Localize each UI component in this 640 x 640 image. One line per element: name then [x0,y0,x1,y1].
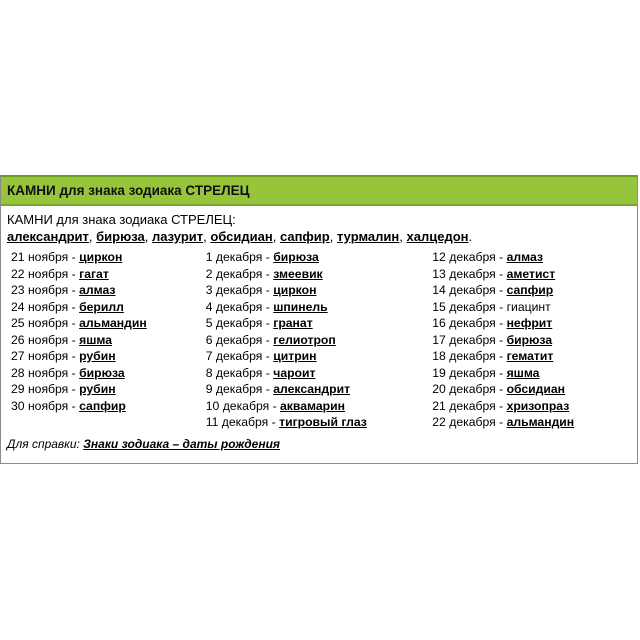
dash-separator: - [68,349,80,363]
date-stone-row [432,249,631,266]
stone-link[interactable]: берилл [79,299,124,314]
date-label: 8 декабря [205,365,263,380]
date-label: 16 декабря [432,316,496,330]
stone-link[interactable]: бирюза [273,250,319,264]
date-label: 10 декабря [205,398,270,413]
stone-link[interactable]: нефрит [506,316,553,330]
date-stone-row [432,414,631,431]
date-label: 9 декабря [205,382,263,396]
date-stone-row [432,398,631,415]
stone-link[interactable]: циркон [79,250,123,264]
date-stone-row [206,414,433,431]
stone-separator: , [272,229,280,244]
dash-separator: - [68,316,80,330]
date-stone-row [432,282,631,299]
dash-separator: - [269,398,281,413]
stone-link[interactable]: гематит [506,349,554,363]
dash-separator: - [262,250,274,264]
date-label: 19 декабря [432,365,496,380]
stone-link[interactable]: хризопраз [506,398,570,413]
date-label: 5 декабря [205,316,263,330]
date-label: 4 декабря [205,299,263,314]
dates-columns [11,249,631,431]
intro-text: КАМНИ для знака зодиака СТРЕЛЕЦ: [7,212,236,227]
panel-header [1,175,637,206]
zodiac-stones-panel [0,175,638,464]
date-stone-row [11,348,206,365]
date-stone-row [11,282,206,299]
date-stone-row [11,299,206,316]
date-label: 21 декабря [432,398,496,413]
date-stone-row [432,299,631,316]
stone-separator: , [88,229,97,244]
dash-separator: - [495,299,507,314]
stone-link[interactable]: гранат [273,316,313,330]
stone-link[interactable]: александрит [7,229,89,244]
column-december-late [432,249,631,431]
dash-separator: - [262,299,274,314]
dash-separator: - [495,266,507,281]
date-label: 11 декабря [205,415,269,429]
stone-link[interactable]: альмандин [79,316,147,330]
date-label: 12 декабря [432,250,496,264]
stone-link[interactable]: сапфир [79,398,126,413]
column-december-early [206,249,433,431]
dash-separator: - [495,332,507,347]
date-stone-row [11,332,206,349]
date-label: 23 ноября [11,283,69,297]
date-label: 30 ноября [11,398,69,413]
date-stone-row [432,332,631,349]
dash-separator: - [68,266,80,281]
page-title: КАМНИ для знака зодиака СТРЕЛЕЦ [7,183,250,198]
date-label: 26 ноября [11,332,69,347]
dash-separator: - [68,299,80,314]
date-label: 29 ноября [11,382,69,396]
column-november [11,249,206,431]
date-stone-row [432,348,631,365]
stone-link[interactable]: бирюза [79,365,125,380]
date-stone-row [11,249,206,266]
date-stone-row [11,266,206,283]
stone-link[interactable]: альмандин [506,415,575,429]
date-stone-row [206,282,433,299]
dash-separator: - [262,382,274,396]
date-stone-row [11,398,206,415]
dash-separator: - [495,283,507,297]
stone-link[interactable]: обсидиан [210,229,273,244]
dash-separator: - [495,349,507,363]
date-stone-row [11,381,206,398]
dash-separator: - [68,250,80,264]
stone-separator: , [399,229,407,244]
date-label: 14 декабря [432,283,496,297]
date-label: 21 ноября [11,250,69,264]
stone-link[interactable]: сапфир [279,229,330,244]
date-stone-row [432,315,631,332]
stone-link[interactable]: алмаз [79,283,116,297]
stone-separator: , [329,229,337,244]
dash-separator: - [495,365,507,380]
date-stone-row [206,315,433,332]
dash-separator: - [68,283,80,297]
date-stone-row [206,381,433,398]
stone-link[interactable]: яшма [506,365,540,380]
date-label: 25 ноября [11,316,69,330]
date-label: 3 декабря [205,283,263,297]
date-label: 17 декабря [432,332,496,347]
date-label: 24 ноября [11,299,69,314]
stone-link[interactable]: обсидиан [506,382,566,396]
date-stone-row [206,365,433,382]
stone-link[interactable]: гелиотроп [273,332,336,347]
dash-separator: - [68,398,80,413]
date-stone-row [206,249,433,266]
dash-separator: - [262,266,274,281]
date-stone-row [432,381,631,398]
date-label: 28 ноября [11,365,69,380]
stone-link[interactable]: тигровый глаз [279,415,367,429]
dash-separator: - [495,250,507,264]
date-label: 22 ноября [11,266,69,281]
dash-separator: - [268,415,280,429]
dash-separator: - [495,415,507,429]
stone-link[interactable]: аметист [506,266,556,281]
date-stone-row [432,365,631,382]
date-stone-row [11,365,206,382]
date-stone-row [206,332,433,349]
stone-link[interactable]: сапфир [506,283,554,297]
stone-link[interactable]: цитрин [273,349,317,363]
stone-separator: . [468,229,473,244]
date-stone-row [206,266,433,283]
stone-link[interactable]: рубин [79,382,116,396]
dash-separator: - [262,283,274,297]
reference-label: Для справки: [7,436,80,451]
date-stone-row [206,299,433,316]
stone-link[interactable]: бирюза [506,332,553,347]
dash-separator: - [495,382,507,396]
stone-link[interactable]: лазурит [151,229,204,244]
dash-separator: - [262,332,274,347]
panel-content [1,206,637,451]
stone-link[interactable]: рубин [79,349,116,363]
date-label: 22 декабря [432,415,496,429]
dash-separator: - [495,398,507,413]
date-label: 18 декабря [432,349,496,363]
stone-link[interactable]: гагат [79,266,109,281]
date-stone-row [11,315,206,332]
stones-list [7,228,631,245]
stone-link[interactable]: циркон [273,283,317,297]
date-label: 7 декабря [205,349,263,363]
dash-separator: - [495,316,507,330]
date-label: 2 декабря [205,266,263,281]
dash-separator: - [68,332,80,347]
date-stone-row [206,348,433,365]
stone-link[interactable]: алмаз [506,250,543,264]
dash-separator: - [262,349,274,363]
dash-separator: - [68,365,80,380]
stone-link[interactable]: халцедон [406,229,469,244]
stone-link[interactable]: аквамарин [280,398,345,413]
date-stone-row [206,398,433,415]
date-label: 13 декабря [432,266,496,281]
stone-link[interactable]: шпинель [273,299,328,314]
dash-separator: - [68,382,80,396]
stone-link[interactable]: турмалин [336,229,400,244]
date-stone-row [432,266,631,283]
date-label: 20 декабря [432,382,496,396]
stone-link[interactable]: чароит [273,365,316,380]
date-label: 27 ноября [11,349,69,363]
stone-link[interactable]: яшма [79,332,113,347]
reference-footer [7,437,631,451]
zodiac-dates-link[interactable]: Знаки зодиака – даты рождения [83,436,280,451]
stone-link[interactable]: змеевик [273,266,323,281]
stone-separator: , [144,229,152,244]
dash-separator: - [262,365,274,380]
date-label: 15 декабря [432,299,496,314]
stone-separator: , [203,229,211,244]
stone-link[interactable]: александрит [273,382,351,396]
dash-separator: - [262,316,274,330]
stone-link[interactable]: бирюза [96,229,145,244]
date-label: 1 декабря [205,250,263,264]
stone-text: гиацинт [506,299,551,314]
date-label: 6 декабря [205,332,263,347]
